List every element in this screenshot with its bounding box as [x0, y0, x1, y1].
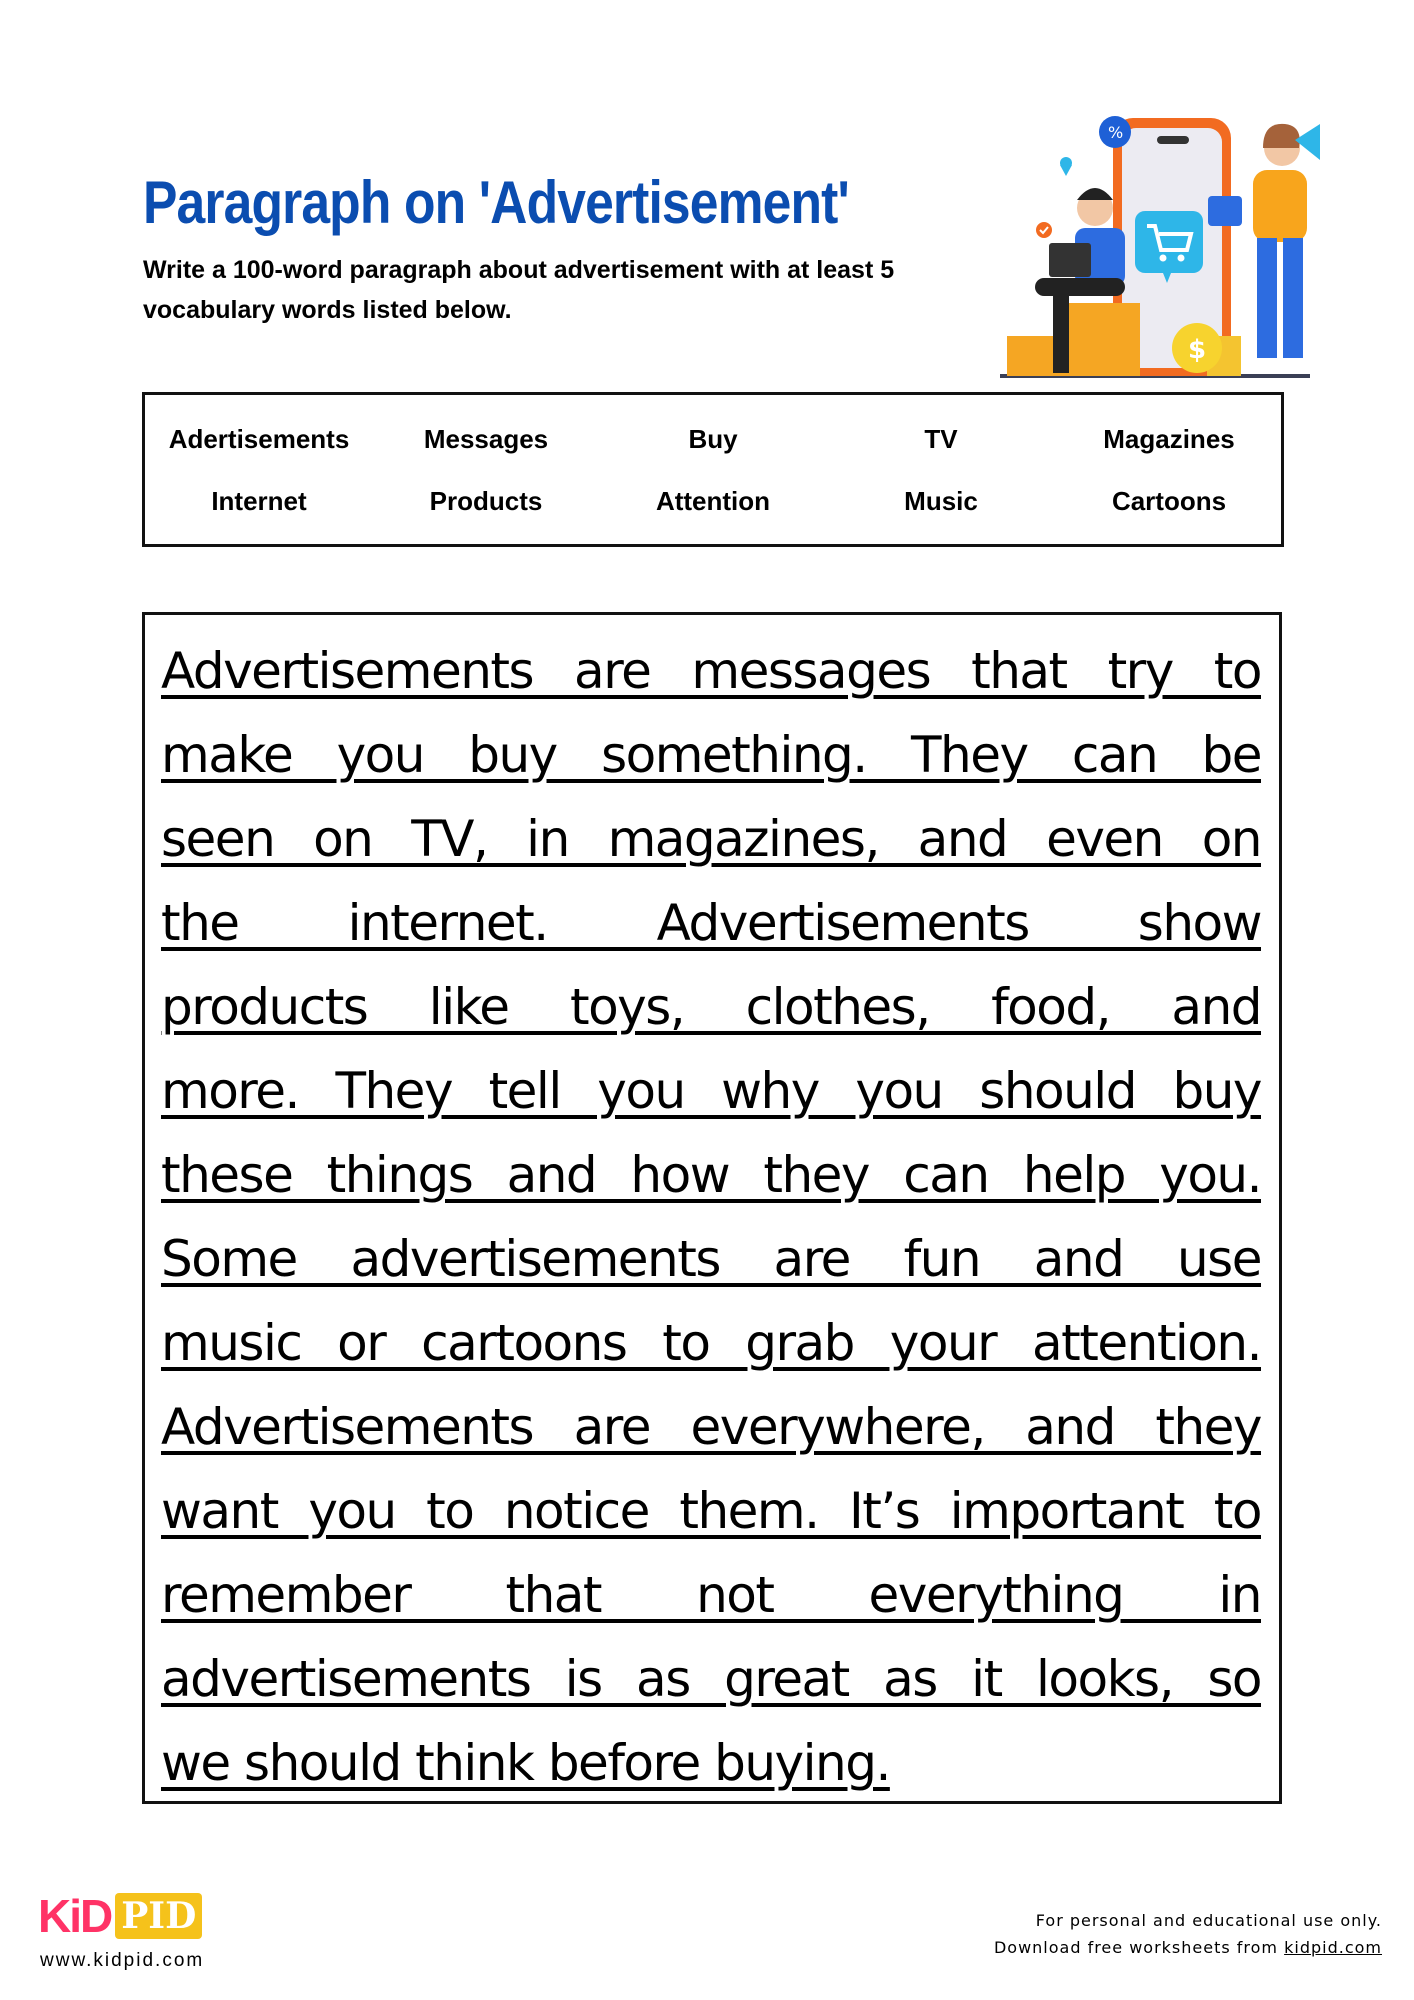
download-note [994, 1934, 1382, 1961]
svg-text:$: $ [1188, 335, 1207, 365]
paragraph-line: want you to notice them. It’s important to [161, 1482, 1261, 1540]
logo-kid-text: KiD [38, 1890, 112, 1942]
paragraph-line: Advertisements are messages that try to [161, 642, 1261, 700]
vocab-word: Cartoons [1111, 486, 1227, 516]
logo-pid-text: PID [115, 1893, 202, 1939]
paragraph-box [142, 612, 1282, 1804]
check-icon [1036, 222, 1052, 238]
paragraph-line: we should think before buying. [161, 1734, 890, 1792]
usage-note: For personal and educational use only. [1035, 1911, 1382, 1930]
paragraph-line: make you buy something. They can be [161, 726, 1261, 784]
footer-url[interactable]: www.kidpid.com [40, 1950, 205, 1971]
download-note-text: Download free worksheets from [993, 1938, 1285, 1957]
paragraph-line: products like toys, clothes, food, and [161, 978, 1261, 1036]
vocab-word: Products [429, 486, 543, 516]
paragraph-line: Advertisements are everywhere, and they [161, 1398, 1261, 1456]
page-title: Paragraph on 'Advertisement' [143, 169, 849, 236]
paragraph-line: Some advertisements are fun and use [161, 1230, 1261, 1288]
svg-text:%: % [1108, 123, 1124, 142]
vocab-word: TV [924, 424, 958, 454]
instructions: Write a 100-word paragraph about advertisement with at least 5 vocabulary words listed below. [143, 256, 895, 324]
paragraph-line: seen on TV, in magazines, and even on [161, 810, 1261, 868]
paragraph-line: advertisements is as great as it looks, so [161, 1650, 1261, 1708]
paragraph-line: more. They tell you why you should buy [161, 1062, 1261, 1120]
illustration-graphic [995, 108, 1325, 380]
vocab-word: Attention [655, 486, 771, 516]
vocab-word: Buy [688, 424, 738, 454]
vocab-word: Internet [211, 486, 307, 516]
vocabulary-row [145, 419, 1281, 459]
paragraph-line: music or cartoons to grab your attention. [161, 1314, 1261, 1372]
vocabulary-row [145, 481, 1281, 521]
advertisement-illustration [995, 108, 1325, 380]
paragraph-line: remember that not everything in [161, 1566, 1261, 1624]
vocab-word: Music [904, 486, 978, 516]
paragraph-line: these things and how they can help you. [161, 1146, 1261, 1204]
footer-note [994, 1907, 1382, 1961]
vocab-word: Magazines [1103, 424, 1235, 454]
vocabulary-box [142, 392, 1284, 547]
vocab-word: Adertisements [168, 424, 350, 454]
vocab-word: Messages [423, 424, 549, 454]
percent-badge-icon [1099, 116, 1131, 148]
kidpid-logo[interactable] [38, 1890, 202, 1942]
kidpid-link[interactable]: kidpid.com [1284, 1938, 1382, 1957]
shopping-cart-icon [1135, 211, 1203, 283]
paragraph-line: the internet. Advertisements show [161, 894, 1261, 952]
boxes [1007, 303, 1140, 376]
location-pin-icon [1060, 157, 1072, 176]
